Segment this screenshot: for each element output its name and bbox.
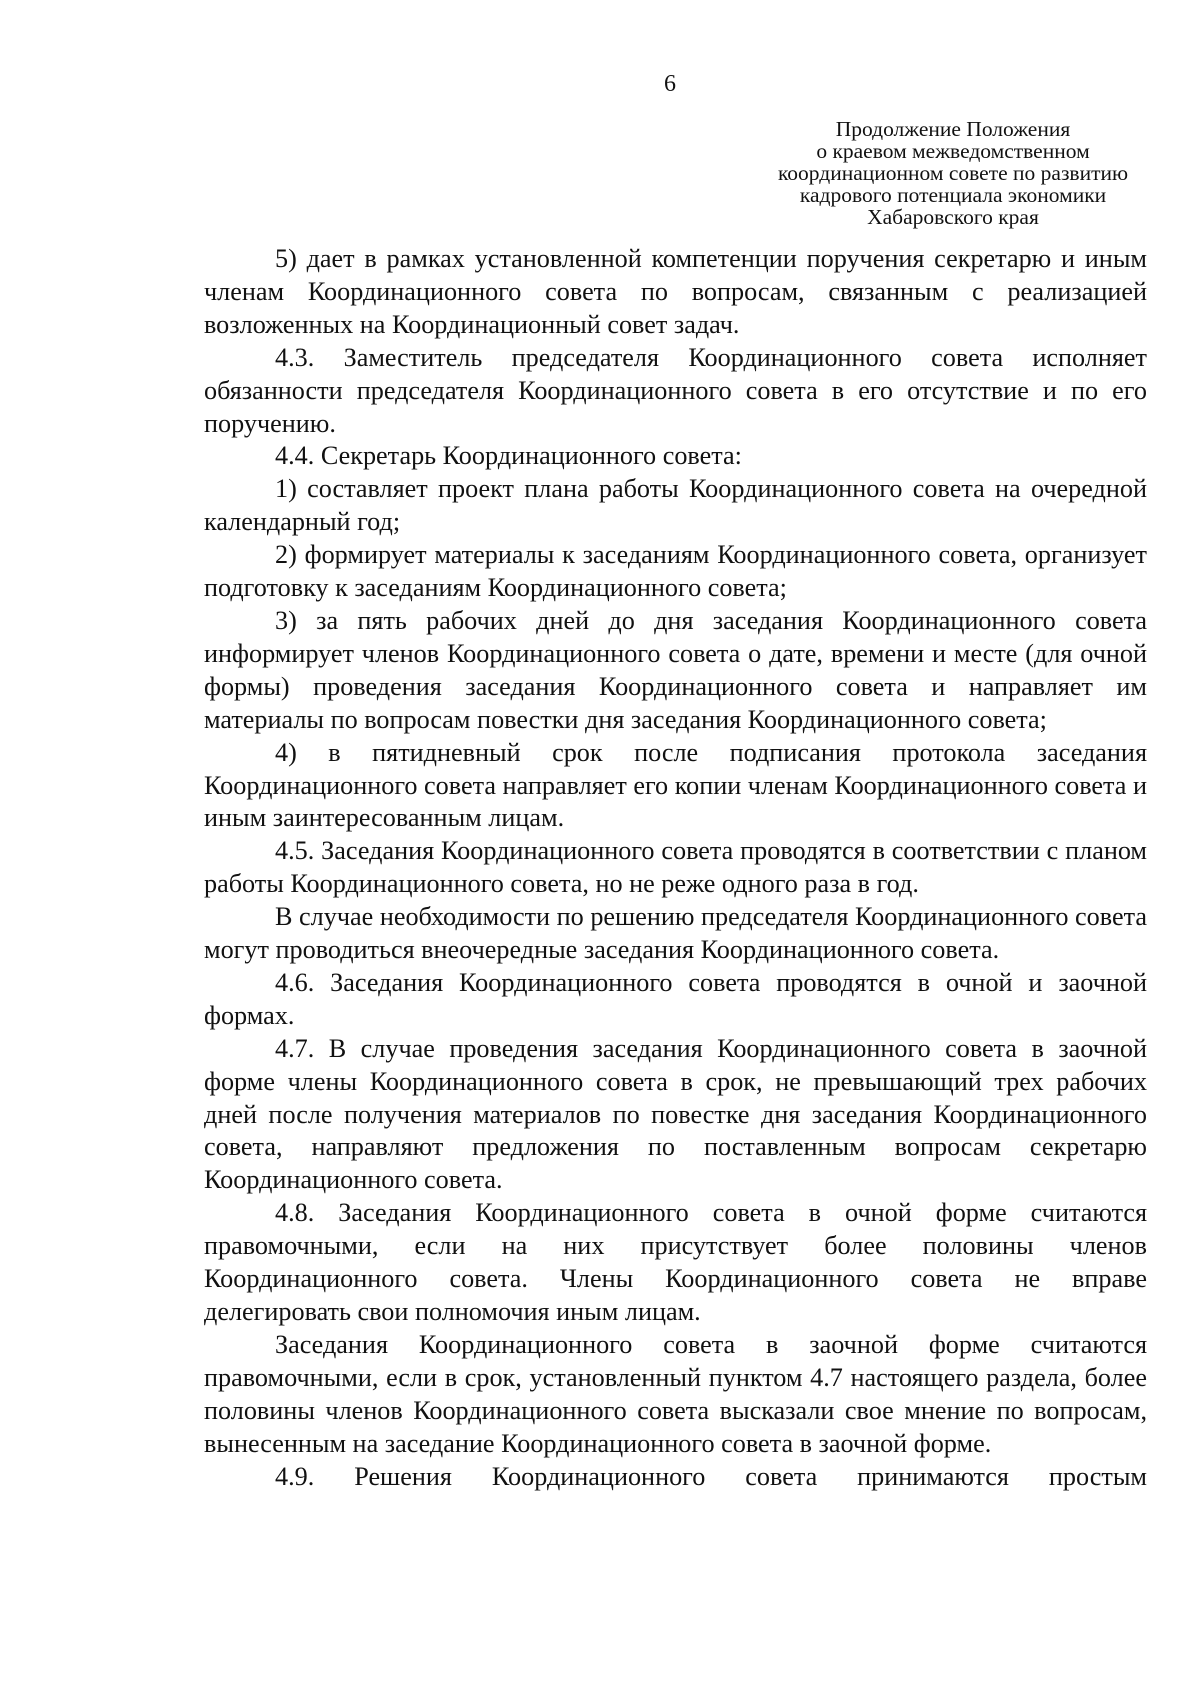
item-number: 4.4. — [275, 441, 315, 471]
paragraph — [204, 737, 1147, 836]
header-line: о краевом межведомственном — [816, 139, 1090, 163]
item-number: 3) — [275, 605, 297, 635]
item-number: 4.3. — [275, 342, 315, 372]
page-number: 6 — [664, 71, 676, 97]
item-number: 1) — [275, 474, 297, 504]
paragraph-text: в пятидневный срок после подписания протокола заседания Координационного совета направляет его копии членам Координационного совета и иным заинтересованным лицам. — [204, 737, 1147, 833]
paragraph-text: В случае необходимости по решению председателя Координационного совета могут проводиться внеочередные заседания Координационного совета. — [204, 902, 1147, 965]
paragraph — [204, 1329, 1147, 1461]
paragraph — [204, 539, 1147, 605]
paragraph-text: Секретарь Координационного совета: — [320, 441, 742, 471]
paragraph-text: Заседания Координационного совета проводятся в соответствии с планом работы Координационного совета, но не реже одного раза в год. — [204, 836, 1147, 899]
paragraph-text: формирует материалы к заседаниям Координационного совета, организует подготовку к заседаниям Координационного совета; — [204, 540, 1148, 603]
paragraph — [204, 1461, 1147, 1494]
paragraph — [204, 1033, 1147, 1198]
paragraph-text: В случае проведения заседания Координационного совета в заочной форме члены Координационного совета в срок, не превышающий трех рабочих дней после получения материалов по повестке дня заседания Координационного совета, направляют предложения по поставленным вопросам секретарю Координационного совета. — [204, 1033, 1148, 1195]
paragraph-text: составляет проект плана работы Координационного совета на очередной календарный год; — [204, 474, 1148, 537]
paragraph-text: Заместитель председателя Координационного совета исполняет обязанности председателя Координационного совета в его отсутствие и по его поручению. — [204, 342, 1147, 438]
paragraph — [204, 342, 1147, 441]
header-line: кадрового потенциала экономики — [799, 183, 1107, 207]
document-body — [204, 243, 1147, 1493]
paragraph — [204, 243, 1147, 342]
item-number: 4) — [275, 737, 297, 767]
paragraph-text: Заседания Координационного совета в очной форме считаются правомочными, если на них присутствует более половины членов Координационного совета. Члены Координационного совета не вправе делегировать свои полномочия иным лицам. — [204, 1198, 1148, 1326]
header-line: координационном совете по развитию — [777, 161, 1129, 185]
paragraph — [204, 440, 1147, 473]
header-line: Продолжение Положения — [835, 117, 1071, 141]
item-number: 4.9. — [275, 1461, 315, 1491]
paragraph — [204, 967, 1147, 1033]
paragraph — [204, 1197, 1147, 1329]
item-number: 4.7. — [275, 1033, 315, 1063]
paragraph — [204, 605, 1147, 737]
item-number: 5) — [275, 244, 297, 273]
item-number: 2) — [275, 540, 297, 570]
document-header — [738, 118, 1168, 228]
paragraph-text: Заседания Координационного совета проводятся в очной и заочной формах. — [204, 967, 1147, 1030]
item-number: 4.6. — [275, 967, 315, 997]
item-number: 4.8. — [275, 1198, 315, 1228]
paragraph-text: дает в рамках установленной компетенции поручения секретарю и иным членам Координационного совета по вопросам, связанным с реализацией возложенных на Координационный совет задач. — [204, 244, 1147, 339]
paragraph — [204, 473, 1147, 539]
paragraph-text: Решения Координационного совета принимаются простым — [354, 1461, 1147, 1491]
paragraph-text: за пять рабочих дней до дня заседания Координационного совета информирует членов Координационного совета о дате, времени и месте (для очной формы) проведения заседания Координационного совета и направляет им материалы по вопросам повестки дня заседания Координационного совета; — [204, 605, 1148, 734]
paragraph-text: Заседания Координационного совета в заочной форме считаются правомочными, если в срок, установленный пунктом 4.7 настоящего раздела, более половины членов Координационного совета высказали свое мнение по вопросам, вынесенным на заседание Координационного совета в заочной форме. — [204, 1329, 1147, 1458]
header-line: Хабаровского края — [867, 205, 1039, 229]
paragraph — [204, 835, 1147, 901]
item-number: 4.5. — [275, 836, 315, 866]
paragraph — [204, 901, 1147, 967]
